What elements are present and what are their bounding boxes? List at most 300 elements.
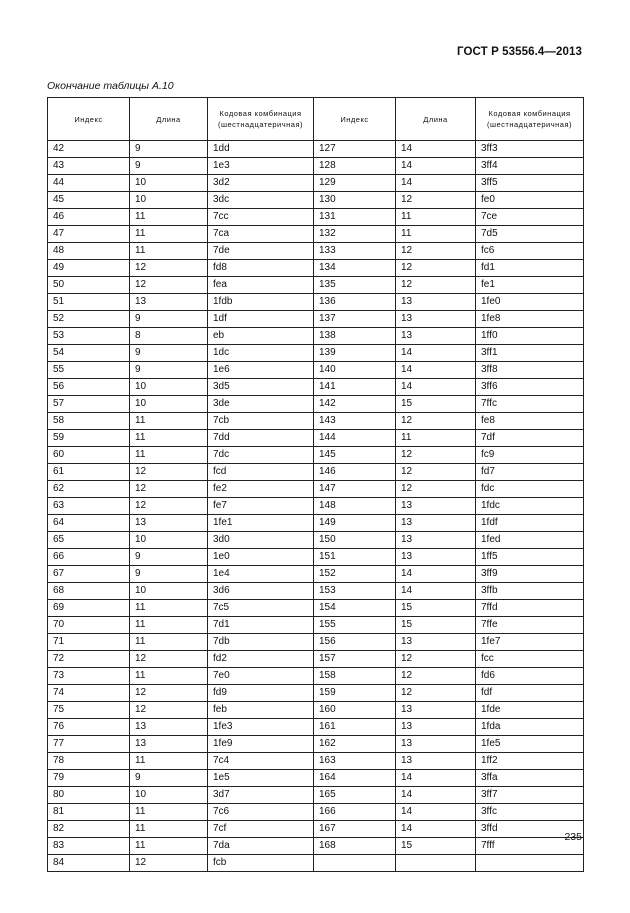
length-cell: 12 [130, 277, 208, 294]
code-cell: 7ffd [476, 600, 584, 617]
index-cell: 141 [314, 379, 396, 396]
code-cell: 7ffc [476, 396, 584, 413]
code-cell: fe0 [476, 192, 584, 209]
length-cell: 11 [130, 447, 208, 464]
index-cell: 55 [48, 362, 130, 379]
table-row [48, 209, 584, 226]
index-cell: 71 [48, 634, 130, 651]
length-cell: 14 [396, 345, 476, 362]
index-cell: 72 [48, 651, 130, 668]
table-row [48, 532, 584, 549]
table-row [48, 515, 584, 532]
table-row [48, 838, 584, 855]
code-cell: 3d5 [208, 379, 314, 396]
code-cell: 3ffa [476, 770, 584, 787]
index-cell: 159 [314, 685, 396, 702]
code-cell: 3ff6 [476, 379, 584, 396]
length-cell: 12 [396, 277, 476, 294]
code-cell: 1fe8 [476, 311, 584, 328]
table-row [48, 362, 584, 379]
code-cell: 1fda [476, 719, 584, 736]
length-cell: 15 [396, 396, 476, 413]
code-cell: 7cc [208, 209, 314, 226]
code-cell: fe8 [476, 413, 584, 430]
code-cell: 3ff1 [476, 345, 584, 362]
length-cell: 13 [396, 634, 476, 651]
code-cell: 7ffe [476, 617, 584, 634]
table-caption: Окончание таблицы А.10 [47, 80, 174, 92]
table-row [48, 141, 584, 158]
code-cell: 1fed [476, 532, 584, 549]
length-cell: 12 [396, 413, 476, 430]
table-row [48, 770, 584, 787]
code-cell: 7c6 [208, 804, 314, 821]
index-cell: 162 [314, 736, 396, 753]
length-cell: 13 [130, 515, 208, 532]
length-cell: 13 [396, 702, 476, 719]
code-cell: 7ce [476, 209, 584, 226]
code-cell: fd2 [208, 651, 314, 668]
page-number: 235 [564, 831, 582, 843]
length-cell: 13 [396, 532, 476, 549]
length-cell: 13 [396, 294, 476, 311]
code-cell: fc9 [476, 447, 584, 464]
length-cell: 14 [396, 770, 476, 787]
index-cell: 131 [314, 209, 396, 226]
index-cell: 146 [314, 464, 396, 481]
code-cell: 7da [208, 838, 314, 855]
code-cell: 3de [208, 396, 314, 413]
length-cell: 13 [396, 311, 476, 328]
index-cell: 62 [48, 481, 130, 498]
code-cell: 7d1 [208, 617, 314, 634]
table-row [48, 549, 584, 566]
index-cell: 59 [48, 430, 130, 447]
length-cell: 13 [396, 719, 476, 736]
index-cell: 57 [48, 396, 130, 413]
code-cell: 1fe5 [476, 736, 584, 753]
length-cell: 12 [396, 192, 476, 209]
length-cell: 12 [396, 260, 476, 277]
index-cell: 54 [48, 345, 130, 362]
length-cell: 11 [130, 209, 208, 226]
index-cell: 78 [48, 753, 130, 770]
table-row [48, 651, 584, 668]
length-cell: 15 [396, 600, 476, 617]
length-cell: 14 [396, 158, 476, 175]
table-row [48, 158, 584, 175]
length-cell: 12 [130, 481, 208, 498]
code-cell: 7c5 [208, 600, 314, 617]
index-cell: 149 [314, 515, 396, 532]
length-cell: 14 [396, 583, 476, 600]
index-cell: 67 [48, 566, 130, 583]
column-header-index: Индекс [314, 98, 396, 141]
table-row [48, 413, 584, 430]
table-row [48, 719, 584, 736]
index-cell: 80 [48, 787, 130, 804]
code-cell: fcb [208, 855, 314, 872]
index-cell: 148 [314, 498, 396, 515]
code-cell: 3d2 [208, 175, 314, 192]
length-cell: 12 [130, 498, 208, 515]
code-cell: 1df [208, 311, 314, 328]
length-cell: 9 [130, 158, 208, 175]
code-cell: eb [208, 328, 314, 345]
length-cell [396, 855, 476, 872]
index-cell: 83 [48, 838, 130, 855]
length-cell: 13 [396, 515, 476, 532]
code-cell: 3ffc [476, 804, 584, 821]
table-row [48, 736, 584, 753]
column-header-length: Длина [130, 98, 208, 141]
code-cell [476, 855, 584, 872]
length-cell: 11 [396, 226, 476, 243]
table-row [48, 498, 584, 515]
table-row [48, 345, 584, 362]
index-cell: 82 [48, 821, 130, 838]
code-cell: fdf [476, 685, 584, 702]
code-cell: 1fe3 [208, 719, 314, 736]
code-cell: 1fe7 [476, 634, 584, 651]
code-cell: 3ff8 [476, 362, 584, 379]
length-cell: 14 [396, 804, 476, 821]
index-cell [314, 855, 396, 872]
length-cell: 11 [130, 226, 208, 243]
index-cell: 150 [314, 532, 396, 549]
length-cell: 11 [396, 209, 476, 226]
length-cell: 12 [396, 243, 476, 260]
index-cell: 60 [48, 447, 130, 464]
index-cell: 76 [48, 719, 130, 736]
table-row [48, 583, 584, 600]
code-cell: 1e0 [208, 549, 314, 566]
table-row [48, 175, 584, 192]
table-row [48, 600, 584, 617]
code-cell: 7cb [208, 413, 314, 430]
code-cell: fe2 [208, 481, 314, 498]
table-row [48, 617, 584, 634]
code-cell: fd8 [208, 260, 314, 277]
index-cell: 163 [314, 753, 396, 770]
index-cell: 128 [314, 158, 396, 175]
code-cell: fd1 [476, 260, 584, 277]
table-row [48, 481, 584, 498]
code-cell: fc6 [476, 243, 584, 260]
code-cell: 7de [208, 243, 314, 260]
code-cell: fd6 [476, 668, 584, 685]
index-cell: 155 [314, 617, 396, 634]
length-cell: 13 [130, 294, 208, 311]
length-cell: 9 [130, 566, 208, 583]
code-cell: fd7 [476, 464, 584, 481]
code-cell: fe1 [476, 277, 584, 294]
length-cell: 9 [130, 345, 208, 362]
length-cell: 8 [130, 328, 208, 345]
length-cell: 14 [396, 566, 476, 583]
index-cell: 84 [48, 855, 130, 872]
index-cell: 135 [314, 277, 396, 294]
index-cell: 74 [48, 685, 130, 702]
code-cell: 3d7 [208, 787, 314, 804]
length-cell: 12 [396, 447, 476, 464]
length-cell: 10 [130, 532, 208, 549]
index-cell: 157 [314, 651, 396, 668]
code-cell: feb [208, 702, 314, 719]
length-cell: 11 [130, 600, 208, 617]
code-cell: 1fde [476, 702, 584, 719]
code-cell: 3d0 [208, 532, 314, 549]
code-cell: 1fdb [208, 294, 314, 311]
index-cell: 70 [48, 617, 130, 634]
length-cell: 15 [396, 617, 476, 634]
length-cell: 10 [130, 396, 208, 413]
column-header-index: Индекс [48, 98, 130, 141]
index-cell: 147 [314, 481, 396, 498]
column-header-code: Кодовая комбинация (шестнадцатеричная) [476, 98, 584, 141]
index-cell: 44 [48, 175, 130, 192]
length-cell: 11 [130, 668, 208, 685]
code-cell: 1dc [208, 345, 314, 362]
table-row [48, 464, 584, 481]
code-cell: 3dc [208, 192, 314, 209]
table-row [48, 328, 584, 345]
column-header-length: Длина [396, 98, 476, 141]
length-cell: 13 [130, 736, 208, 753]
length-cell: 10 [130, 583, 208, 600]
table-row [48, 804, 584, 821]
length-cell: 12 [130, 702, 208, 719]
table-row [48, 192, 584, 209]
table-row [48, 855, 584, 872]
index-cell: 66 [48, 549, 130, 566]
length-cell: 11 [130, 430, 208, 447]
length-cell: 13 [396, 498, 476, 515]
index-cell: 50 [48, 277, 130, 294]
index-cell: 46 [48, 209, 130, 226]
table-row [48, 753, 584, 770]
length-cell: 9 [130, 362, 208, 379]
index-cell: 167 [314, 821, 396, 838]
length-cell: 11 [130, 821, 208, 838]
code-cell: 1ff2 [476, 753, 584, 770]
index-cell: 81 [48, 804, 130, 821]
code-cell: 7d5 [476, 226, 584, 243]
table-row [48, 668, 584, 685]
code-cell: 3ff4 [476, 158, 584, 175]
code-cell: 3ff5 [476, 175, 584, 192]
table-row [48, 294, 584, 311]
index-cell: 53 [48, 328, 130, 345]
index-cell: 165 [314, 787, 396, 804]
index-cell: 43 [48, 158, 130, 175]
length-cell: 10 [130, 787, 208, 804]
code-cell: 7dc [208, 447, 314, 464]
length-cell: 11 [130, 413, 208, 430]
length-cell: 14 [396, 787, 476, 804]
code-cell: 7db [208, 634, 314, 651]
table-row [48, 430, 584, 447]
code-cell: fe7 [208, 498, 314, 515]
standard-designation: ГОСТ Р 53556.4—2013 [457, 46, 582, 58]
code-cell: 1e3 [208, 158, 314, 175]
length-cell: 9 [130, 141, 208, 158]
index-cell: 138 [314, 328, 396, 345]
index-cell: 75 [48, 702, 130, 719]
index-cell: 79 [48, 770, 130, 787]
index-cell: 52 [48, 311, 130, 328]
index-cell: 49 [48, 260, 130, 277]
code-cell: 3ff3 [476, 141, 584, 158]
length-cell: 10 [130, 192, 208, 209]
index-cell: 143 [314, 413, 396, 430]
index-cell: 142 [314, 396, 396, 413]
index-cell: 137 [314, 311, 396, 328]
index-cell: 166 [314, 804, 396, 821]
code-cell: 1fe0 [476, 294, 584, 311]
index-cell: 144 [314, 430, 396, 447]
index-cell: 151 [314, 549, 396, 566]
table-row [48, 226, 584, 243]
index-cell: 152 [314, 566, 396, 583]
code-cell: 1e5 [208, 770, 314, 787]
length-cell: 14 [396, 175, 476, 192]
length-cell: 11 [130, 753, 208, 770]
table-row [48, 685, 584, 702]
length-cell: 9 [130, 311, 208, 328]
length-cell: 11 [130, 634, 208, 651]
code-cell: fcd [208, 464, 314, 481]
code-cell: fea [208, 277, 314, 294]
code-cell: 7fff [476, 838, 584, 855]
index-cell: 51 [48, 294, 130, 311]
index-cell: 154 [314, 600, 396, 617]
length-cell: 11 [130, 838, 208, 855]
index-cell: 65 [48, 532, 130, 549]
index-cell: 73 [48, 668, 130, 685]
index-cell: 158 [314, 668, 396, 685]
code-cell: 3ffd [476, 821, 584, 838]
index-cell: 64 [48, 515, 130, 532]
code-cell: fcc [476, 651, 584, 668]
code-cell: fd9 [208, 685, 314, 702]
length-cell: 12 [130, 260, 208, 277]
length-cell: 10 [130, 379, 208, 396]
index-cell: 153 [314, 583, 396, 600]
length-cell: 12 [396, 464, 476, 481]
length-cell: 12 [396, 481, 476, 498]
index-cell: 45 [48, 192, 130, 209]
length-cell: 10 [130, 175, 208, 192]
index-cell: 58 [48, 413, 130, 430]
table-row [48, 787, 584, 804]
length-cell: 12 [130, 855, 208, 872]
code-cell: 7cf [208, 821, 314, 838]
length-cell: 14 [396, 821, 476, 838]
index-cell: 160 [314, 702, 396, 719]
code-cell: 7e0 [208, 668, 314, 685]
index-cell: 47 [48, 226, 130, 243]
table-row [48, 260, 584, 277]
code-cell: 3ffb [476, 583, 584, 600]
length-cell: 11 [130, 243, 208, 260]
index-cell: 134 [314, 260, 396, 277]
length-cell: 13 [396, 736, 476, 753]
index-cell: 63 [48, 498, 130, 515]
length-cell: 13 [396, 549, 476, 566]
code-cell: 1fdf [476, 515, 584, 532]
index-cell: 136 [314, 294, 396, 311]
length-cell: 13 [396, 753, 476, 770]
length-cell: 11 [130, 804, 208, 821]
code-cell: 1fe1 [208, 515, 314, 532]
length-cell: 12 [396, 685, 476, 702]
index-cell: 48 [48, 243, 130, 260]
code-cell: 1e6 [208, 362, 314, 379]
index-cell: 77 [48, 736, 130, 753]
column-header-code: Кодовая комбинация (шестнадцатеричная) [208, 98, 314, 141]
code-cell: 3d6 [208, 583, 314, 600]
code-cell: 7ca [208, 226, 314, 243]
index-cell: 156 [314, 634, 396, 651]
table-row [48, 311, 584, 328]
table-row [48, 566, 584, 583]
code-cell: 1fe9 [208, 736, 314, 753]
table-row [48, 634, 584, 651]
code-cell: 3ff7 [476, 787, 584, 804]
table-body [48, 141, 584, 872]
length-cell: 9 [130, 549, 208, 566]
length-cell: 12 [396, 651, 476, 668]
length-cell: 12 [130, 651, 208, 668]
table-header-row [48, 98, 584, 141]
length-cell: 14 [396, 362, 476, 379]
index-cell: 164 [314, 770, 396, 787]
length-cell: 9 [130, 770, 208, 787]
table-row [48, 379, 584, 396]
code-cell: 7dd [208, 430, 314, 447]
table-row [48, 821, 584, 838]
length-cell: 11 [396, 430, 476, 447]
code-cell: 1ff0 [476, 328, 584, 345]
code-cell: 1fdc [476, 498, 584, 515]
index-cell: 130 [314, 192, 396, 209]
length-cell: 11 [130, 617, 208, 634]
length-cell: 12 [130, 464, 208, 481]
index-cell: 42 [48, 141, 130, 158]
index-cell: 69 [48, 600, 130, 617]
table-row [48, 277, 584, 294]
index-cell: 127 [314, 141, 396, 158]
code-table [47, 97, 584, 872]
code-cell: 3ff9 [476, 566, 584, 583]
code-cell: 1ff5 [476, 549, 584, 566]
index-cell: 129 [314, 175, 396, 192]
length-cell: 12 [396, 668, 476, 685]
length-cell: 14 [396, 141, 476, 158]
length-cell: 14 [396, 379, 476, 396]
code-cell: 1e4 [208, 566, 314, 583]
index-cell: 145 [314, 447, 396, 464]
code-cell: 1dd [208, 141, 314, 158]
code-cell: 7c4 [208, 753, 314, 770]
index-cell: 132 [314, 226, 396, 243]
index-cell: 140 [314, 362, 396, 379]
length-cell: 13 [396, 328, 476, 345]
table-row [48, 396, 584, 413]
code-cell: 7df [476, 430, 584, 447]
table-row [48, 702, 584, 719]
